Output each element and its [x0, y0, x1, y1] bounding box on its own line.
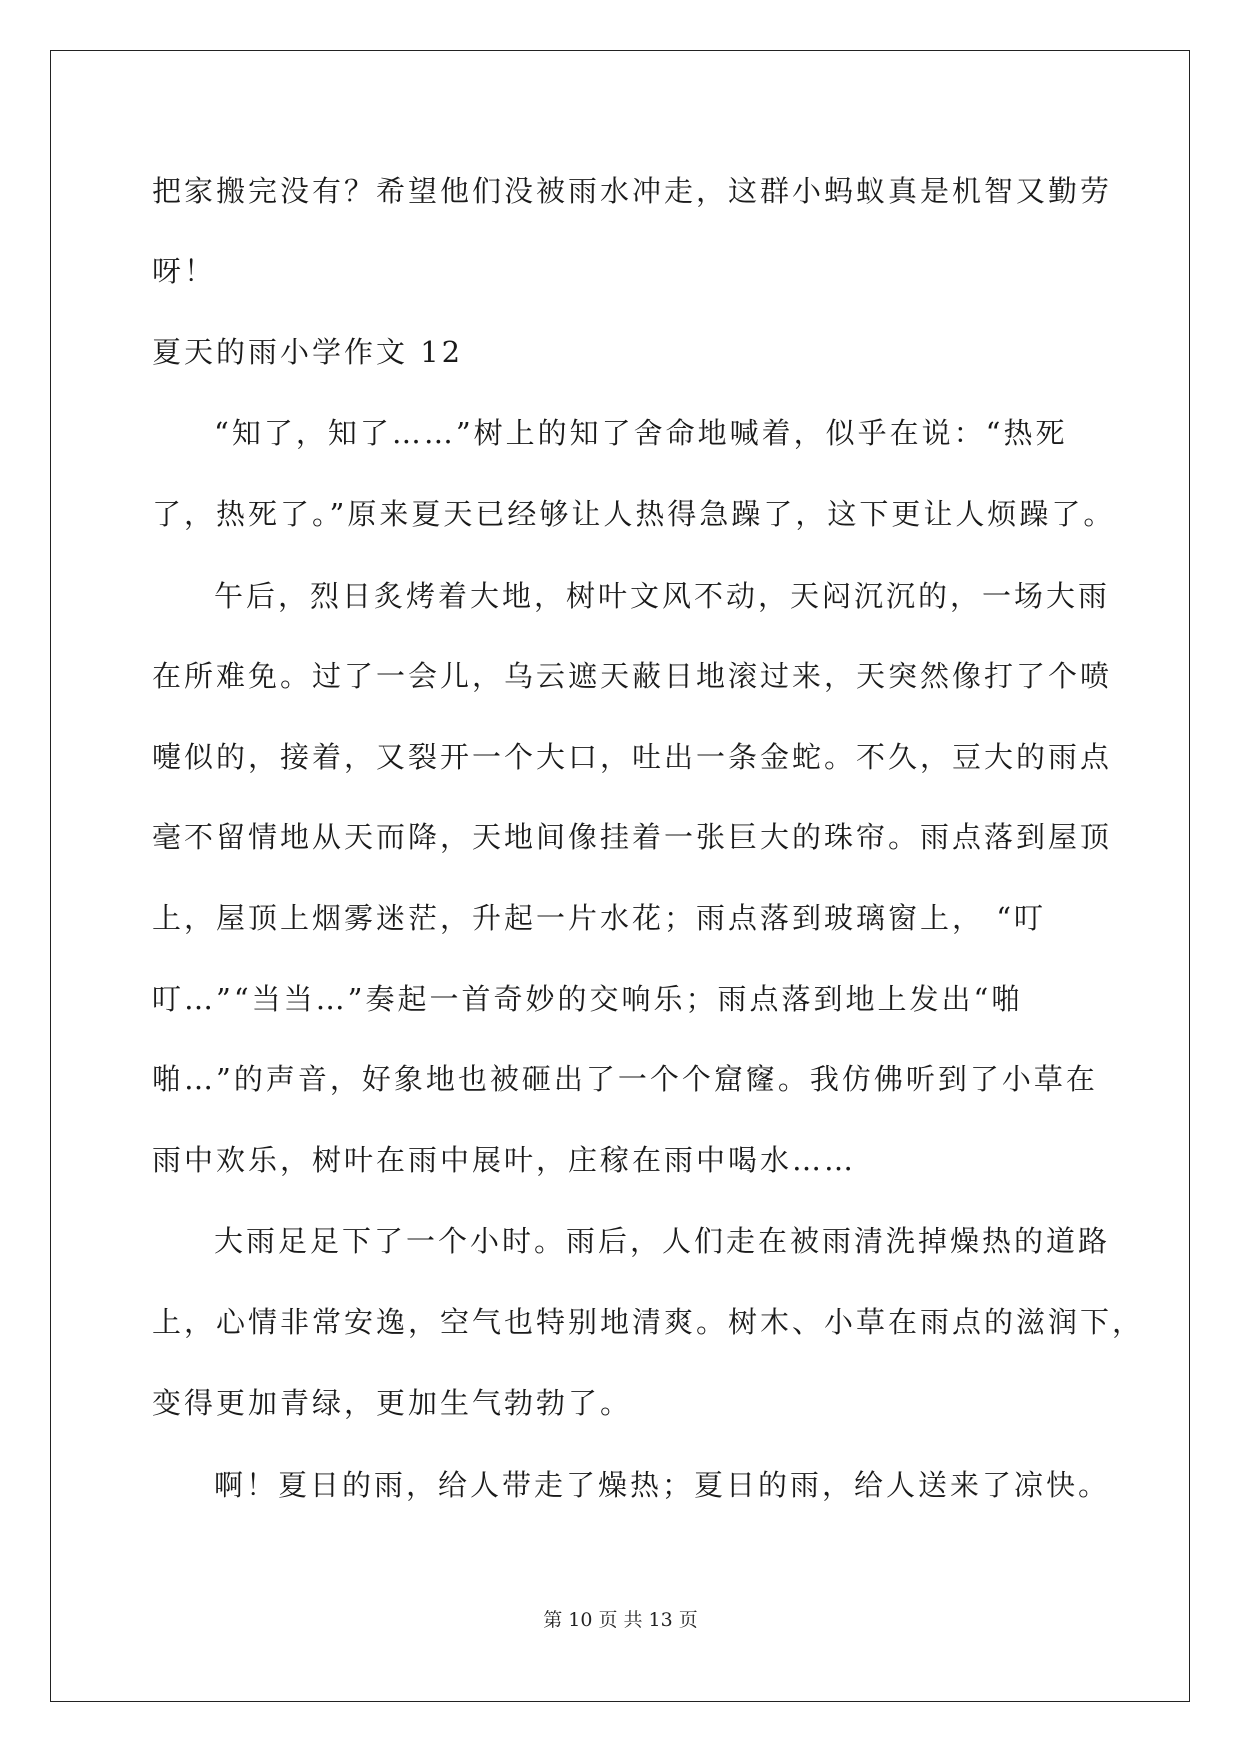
paragraph-2-line-2: 在所难免。过了一会儿，乌云遮天蔽日地滚过来，天突然像打了个喷: [152, 659, 1113, 693]
paragraph-2-line-3: 嚏似的，接着，又裂开一个大口，吐出一条金蛇。不久，豆大的雨点: [152, 740, 1113, 774]
paragraph-3-line-2: 上，心情非常安逸，空气也特别地清爽。树木、小草在雨点的滋润下，: [152, 1305, 1145, 1339]
paragraph-2-line-8: 雨中欢乐，树叶在雨中展叶，庄稼在雨中喝水……: [152, 1143, 857, 1177]
paragraph-3-line-1: 大雨足足下了一个小时。雨后，人们走在被雨清洗掉燥热的道路: [214, 1224, 1111, 1258]
text-line-1: 把家搬完没有？希望他们没被雨水冲走，这群小蚂蚁真是机智又勤劳: [152, 174, 1113, 208]
page-number-footer: 第 10 页 共 13 页: [543, 1609, 698, 1631]
paragraph-2-line-4: 毫不留情地从天而降，天地间像挂着一张巨大的珠帘。雨点落到屋顶: [152, 820, 1113, 854]
paragraph-1-line-1: “知了，知了……”树上的知了舍命地喊着，似乎在说：“热死: [214, 416, 1068, 450]
paragraph-2-line-6: 叮…”“当当…”奏起一首奇妙的交响乐；雨点落到地上发出“啪: [152, 982, 1024, 1016]
paragraph-1-line-2: 了，热死了。”原来夏天已经够让人热得急躁了，这下更让人烦躁了。: [152, 497, 1116, 531]
paragraph-4-line-1: 啊！夏日的雨，给人带走了燥热；夏日的雨，给人送来了凉快。: [214, 1468, 1111, 1502]
section-heading: 夏天的雨小学作文 12: [152, 335, 464, 369]
paragraph-2-line-7: 啪…”的声音，好象地也被砸出了一个个窟窿。我仿佛听到了小草在: [152, 1062, 1098, 1096]
text-line-2: 呀！: [152, 254, 217, 288]
paragraph-3-line-3: 变得更加青绿，更加生气勃勃了。: [152, 1386, 633, 1420]
paragraph-2-line-1: 午后，烈日炙烤着大地，树叶文风不动，天闷沉沉的，一场大雨: [214, 579, 1111, 613]
page-border: [50, 50, 1190, 1702]
paragraph-2-line-5: 上，屋顶上烟雾迷茫，升起一片水花；雨点落到玻璃窗上， “叮: [152, 901, 1047, 935]
